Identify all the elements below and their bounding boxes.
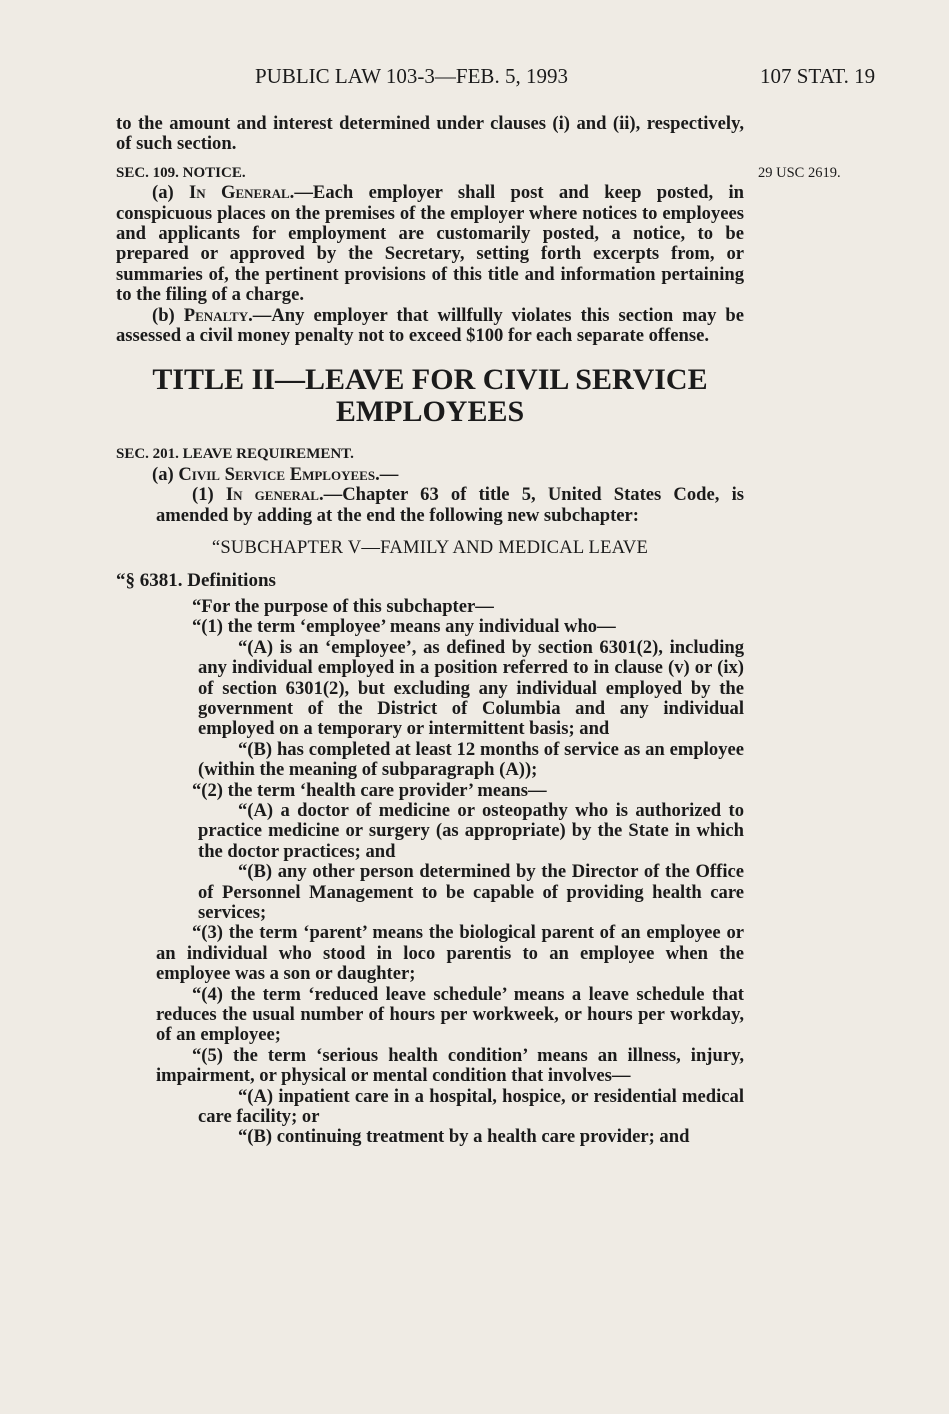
paragraph-201a1 (116, 485, 744, 526)
paragraph-201a (116, 465, 744, 485)
paragraph-def-1A: “(A) is an ‘employee’, as defined by section 6301(2), including any individual employed in a position referred to in clause (v) or (ix) of section 6301(2), but excluding any individual employed by the government of the District of Columbia and any individual employed on a temporary or intermittent basis; and (198, 636, 744, 740)
paragraph-def-4: “(4) the term ‘reduced leave schedule’ means a leave schedule that reduces the usual number of hours per workweek, or hours per workday, of an employee; (156, 983, 744, 1046)
title-heading: TITLE II—LEAVE FOR CIVIL SERVICE EMPLOYEES (152, 363, 708, 429)
paragraph-201a1-head: In general (225, 484, 319, 506)
paragraph-109a-head: In General (189, 182, 290, 204)
paragraph-def-5A: “(A) inpatient care in a hospital, hospice, or residential medical care facility; or (198, 1085, 744, 1128)
section-201-heading: SEC. 201. LEAVE REQUIREMENT. (116, 446, 354, 463)
paragraph-def-3: “(3) the term ‘parent’ means the biological parent of an employee or an individual who stood in loco parentis to an employee when the employee was a son or daughter; (156, 922, 744, 985)
paragraph-def-1: “(1) the term ‘employee’ means any individual who— (192, 616, 616, 638)
paragraph-109b (116, 306, 744, 347)
header-stat-page: 107 STAT. 19 (760, 64, 876, 88)
paragraph-201a-lead: (a) (152, 463, 179, 485)
paragraph-def-5B: “(B) continuing treatment by a health care provider; and (238, 1126, 690, 1148)
paragraph-def-2B: “(B) any other person determined by the Director of the Office of Personnel Management to be capable of providing health care services; (198, 861, 744, 923)
header-title: PUBLIC LAW 103-3—FEB. 5, 1993 (255, 64, 568, 88)
paragraph-def-1B: “(B) has completed at least 12 months of service as an employee (within the meaning of subparagraph (A)); (198, 738, 744, 781)
paragraph-109a-lead: (a) (152, 182, 190, 204)
paragraph-109b-lead: (b) (152, 304, 184, 326)
margin-citation: 29 USC 2619. (758, 165, 841, 181)
paragraph-201a1-lead: (1) (192, 484, 226, 506)
running-header (0, 64, 949, 94)
body-text (116, 114, 744, 1148)
continued-paragraph: to the amount and interest determined under clauses (i) and (ii), respectively, of such section. (116, 113, 744, 155)
paragraph-def-2: “(2) the term ‘health care provider’ means— (192, 779, 547, 801)
paragraph-def-5: “(5) the term ‘serious health condition’ means an illness, injury, impairment, or physical or mental condition that involves— (156, 1044, 744, 1087)
paragraph-109b-head: Penalty (183, 304, 249, 326)
paragraph-201a-text: .— (375, 463, 399, 485)
subchapter-heading: “SUBCHAPTER V—FAMILY AND MEDICAL LEAVE (211, 537, 649, 559)
paragraph-109a-text: .—Each employer shall post and keep posted, in conspicuous places on the premises of the employer where notices to employees and applicants for employment are customarily posted, a notice, to be prepared or approved by the Secretary, setting forth excerpts from, or summaries of, the pertinent provisions of this title and information pertaining to the filing of a charge. (116, 182, 744, 306)
paragraph-201a1-text: .—Chapter 63 of title 5, United States Code, is amended by adding at the end the following new subchapter: (156, 484, 744, 526)
paragraph-109b-text: .—Any employer that willfully violates this section may be assessed a civil money penalty not to exceed $100 for each separate offense. (116, 304, 745, 347)
section-109-heading: SEC. 109. NOTICE. (116, 164, 246, 181)
paragraph-def-2A: “(A) a doctor of medicine or osteopathy who is authorized to practice medicine or surgery (as appropriate) by the State in which the doctor practices; and (198, 799, 744, 862)
paragraph-201a-head: Civil Service Employees (178, 463, 376, 485)
paragraph-109a (116, 183, 744, 305)
paragraph-purpose: “For the purpose of this subchapter— (192, 595, 494, 617)
definitions-heading: “§ 6381. Definitions (116, 569, 276, 591)
